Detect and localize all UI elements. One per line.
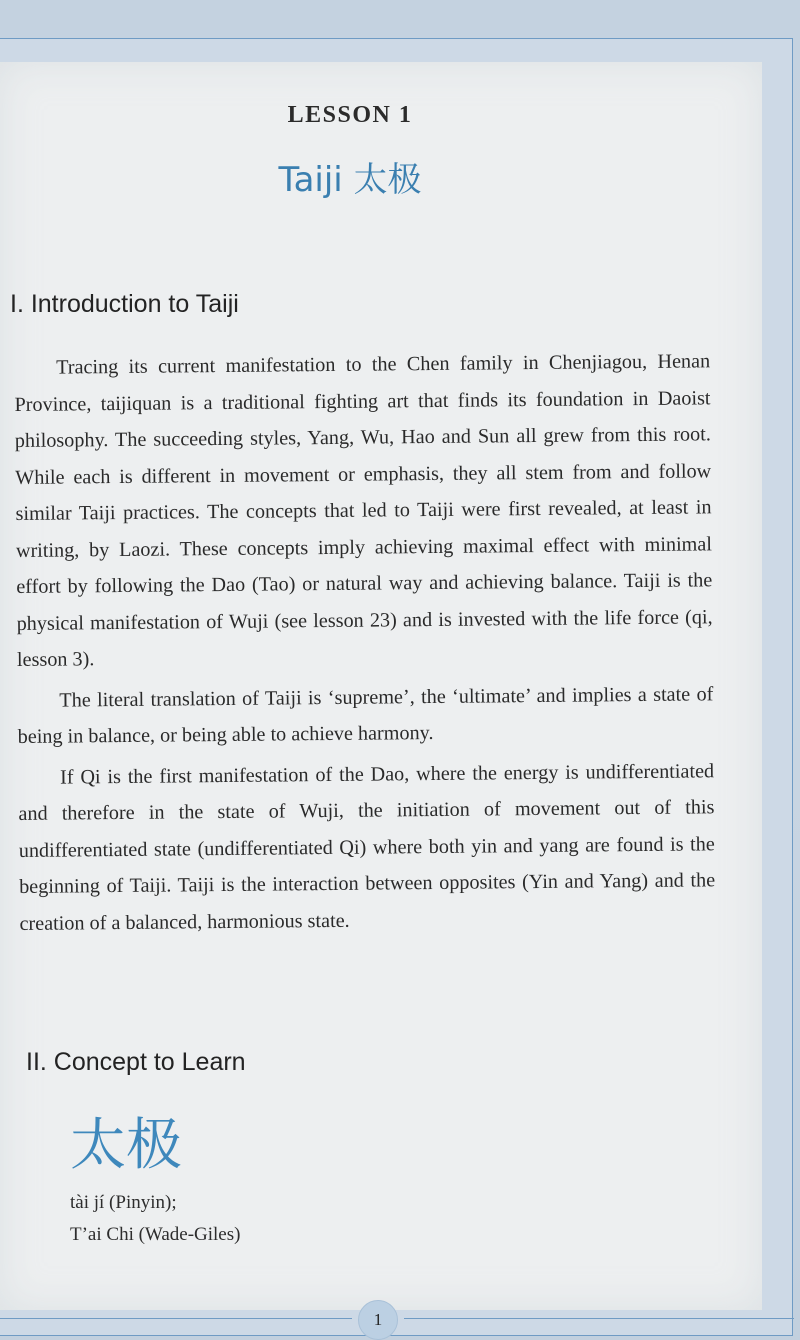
lesson-title: Taiji 太极 — [278, 160, 422, 200]
footer-rule-right — [404, 1318, 794, 1319]
page-number: 1 — [358, 1300, 398, 1340]
section-heading-concept: II. Concept to Learn — [26, 1048, 246, 1076]
lesson-label: LESSON 1 — [287, 102, 413, 128]
paragraph: The literal translation of Taiji is ‘supreme’, the ‘ultimate’ and implies a state of being in balance, or being able to achieve harmony. — [17, 682, 714, 748]
paragraph: If Qi is the first manifestation of the Dao, where the energy is undifferentiated and therefore in the state of Wuji, the initiation of movement out of this undifferentiated state (undifferentiated Qi) where both yin and yang are found is the beginning of Taiji. Taiji is the interaction between opposites (Yin and Yang) and the creation of a balanced, harmonious state. — [18, 759, 716, 935]
footer-rule-left — [0, 1318, 352, 1319]
section-heading-introduction: I. Introduction to Taiji — [10, 290, 239, 318]
paragraph: Tracing its current manifestation to the Chen family in Chenjiagou, Henan Province, taijiquan is a traditional fighting art that finds its foundation in Daoist philosophy. The succeeding styles, Yang, Wu, Hao and Sun all grew from this root. While each is different in movement or emphasis, they all stem from and follow similar Taiji practices. The concepts that led to Taiji were first revealed, at least in writing, by Laozi. These concepts imply achieving maximal effect with minimal effort by following the Dao (Tao) or natural way and achieving balance. Taiji is the physical manifestation of Wuji (see lesson 23) and is invested with the life force (qi, lesson 3). — [14, 350, 713, 671]
introduction-body — [14, 343, 716, 942]
pinyin-romanization: tài jí (Pinyin); — [70, 1192, 177, 1213]
wade-giles-romanization: T’ai Chi (Wade-Giles) — [70, 1224, 241, 1245]
concept-characters: 太极 — [70, 1113, 182, 1178]
